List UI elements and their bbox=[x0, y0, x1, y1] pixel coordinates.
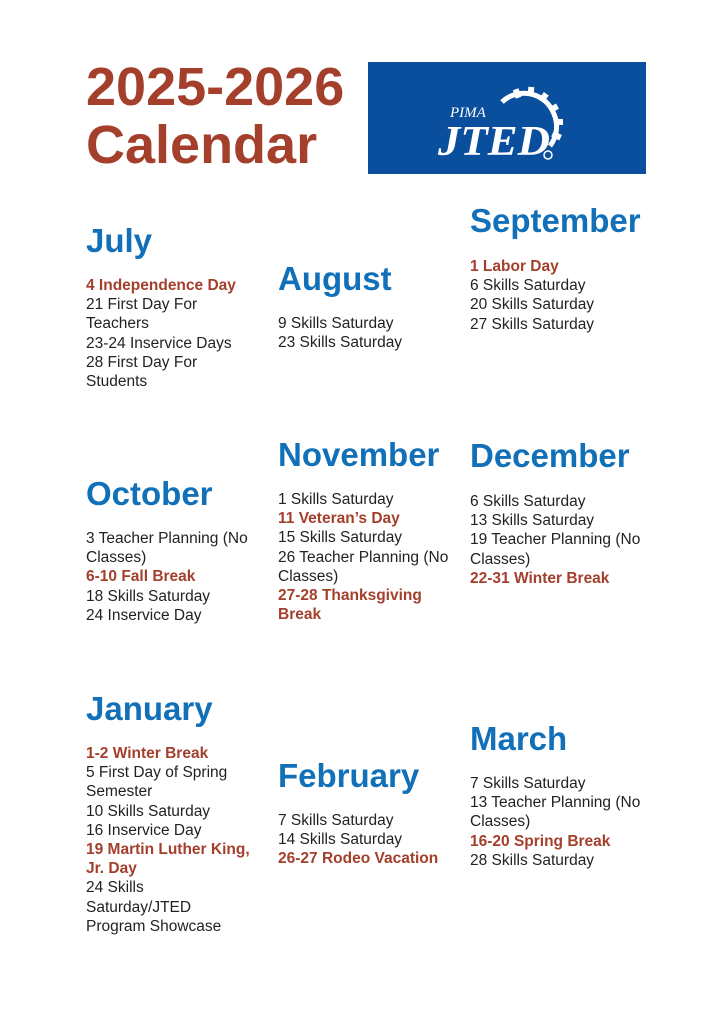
month-december bbox=[470, 437, 646, 588]
event-list bbox=[470, 774, 646, 870]
event-item: 21 First Day For Teachers bbox=[86, 296, 198, 333]
event-item: 10 Skills Saturday bbox=[86, 802, 211, 820]
logo-pima-text: PIMA bbox=[450, 105, 486, 121]
event-item: 13 Teacher Planning (No Classes) bbox=[470, 794, 641, 831]
month-november bbox=[278, 436, 454, 624]
event-item: 24 Inservice Day bbox=[86, 606, 202, 624]
month-october bbox=[86, 475, 262, 625]
event-item: 20 Skills Saturday bbox=[470, 296, 595, 314]
event-item: 27-28 Thanksgiving Break bbox=[278, 587, 422, 624]
event-item: 5 First Day of Spring Semester bbox=[86, 764, 228, 801]
event-item: 19 Teacher Planning (No Classes) bbox=[470, 531, 641, 568]
event-item: 22-31 Winter Break bbox=[470, 569, 610, 587]
month-august bbox=[278, 260, 454, 352]
month-name: August bbox=[278, 260, 392, 297]
gear-logo-icon bbox=[368, 62, 646, 174]
logo-jted-text: JTED bbox=[436, 119, 550, 165]
event-item: 6 Skills Saturday bbox=[470, 493, 586, 510]
event-item: 6 Skills Saturday bbox=[470, 277, 586, 295]
event-list bbox=[86, 744, 262, 936]
event-list bbox=[278, 314, 454, 352]
event-item: 18 Skills Saturday bbox=[86, 587, 211, 605]
event-item: 28 First Day For Students bbox=[86, 353, 198, 391]
month-name: October bbox=[86, 475, 213, 512]
month-name: November bbox=[278, 436, 440, 473]
page-title bbox=[86, 58, 344, 174]
title-word: Calendar bbox=[86, 115, 318, 175]
event-item: 4 Independence Day bbox=[86, 277, 236, 294]
event-item: 26 Teacher Planning (No Classes) bbox=[278, 548, 449, 585]
event-item: 15 Skills Saturday bbox=[278, 529, 403, 547]
event-list bbox=[470, 257, 646, 334]
event-item: 23-24 Inservice Days bbox=[86, 334, 232, 352]
month-name: January bbox=[86, 690, 213, 727]
month-name: September bbox=[470, 202, 641, 239]
month-name: February bbox=[278, 757, 420, 794]
event-item: 19 Martin Luther King, Jr. Day bbox=[86, 841, 250, 878]
event-item: 13 Skills Saturday bbox=[470, 512, 595, 530]
pima-jted-logo bbox=[368, 62, 646, 174]
event-item: 11 Veteran’s Day bbox=[278, 510, 400, 528]
event-item: 27 Skills Saturday bbox=[470, 315, 595, 333]
event-list bbox=[278, 811, 454, 869]
month-january bbox=[86, 690, 262, 936]
event-item: 16 Inservice Day bbox=[86, 821, 202, 839]
event-item: 26-27 Rodeo Vacation bbox=[278, 850, 439, 868]
event-item: 7 Skills Saturday bbox=[278, 812, 394, 829]
month-july bbox=[86, 222, 262, 391]
event-item: 9 Skills Saturday bbox=[278, 315, 394, 332]
title-years: 2025-2026 bbox=[86, 57, 345, 117]
event-item: 24 Skills Saturday/JTED Program Showcase bbox=[86, 879, 222, 935]
event-list bbox=[86, 276, 262, 391]
event-item: 7 Skills Saturday bbox=[470, 775, 586, 792]
month-february bbox=[278, 757, 454, 869]
event-list bbox=[278, 490, 454, 624]
event-item: 1 Skills Saturday bbox=[278, 491, 394, 508]
month-name: December bbox=[470, 437, 630, 474]
month-september bbox=[470, 202, 646, 334]
month-name: March bbox=[470, 720, 568, 757]
event-item: 16-20 Spring Break bbox=[470, 832, 611, 850]
event-list bbox=[470, 492, 646, 588]
event-item: 14 Skills Saturday bbox=[278, 831, 403, 849]
month-march bbox=[470, 720, 646, 870]
event-list bbox=[86, 529, 262, 625]
event-item: 1 Labor Day bbox=[470, 258, 559, 275]
event-item: 23 Skills Saturday bbox=[278, 334, 403, 352]
event-item: 6-10 Fall Break bbox=[86, 568, 196, 586]
event-item: 1-2 Winter Break bbox=[86, 745, 209, 762]
month-name: July bbox=[86, 222, 153, 259]
event-item: 28 Skills Saturday bbox=[470, 851, 595, 869]
event-item: 3 Teacher Planning (No Classes) bbox=[86, 530, 248, 567]
